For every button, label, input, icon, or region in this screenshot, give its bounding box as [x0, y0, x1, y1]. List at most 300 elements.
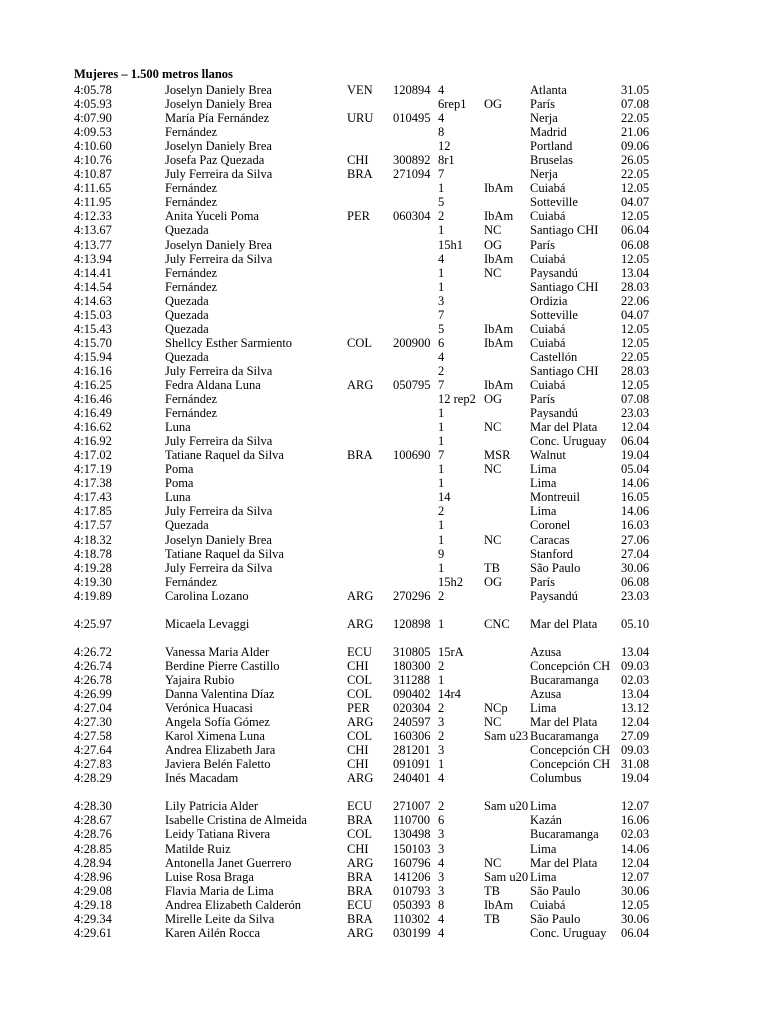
- result-date: 06.08: [621, 237, 650, 252]
- venue-city: Mar del Plata: [530, 715, 598, 730]
- venue-city: Columbus: [530, 771, 582, 786]
- result-row: [0, 715, 768, 729]
- athlete-name: Angela Sofía Gómez: [165, 715, 270, 730]
- race-place: 1: [438, 476, 445, 491]
- result-time: 4:15.70: [74, 335, 112, 350]
- country-code: COL: [347, 729, 372, 744]
- result-time: 4:14.41: [74, 265, 112, 280]
- venue-city: Sotteville: [530, 195, 578, 210]
- race-place: 1: [438, 616, 445, 631]
- result-time: 4:10.60: [74, 139, 112, 154]
- athlete-name: Javiera Belén Faletto: [165, 757, 271, 772]
- result-time: 4:29.34: [74, 911, 112, 926]
- result-date: 07.08: [621, 392, 650, 407]
- result-row: [0, 378, 768, 392]
- athlete-name: July Ferreira da Silva: [165, 434, 273, 449]
- result-date: 22.05: [621, 111, 650, 126]
- result-time: 4:27.04: [74, 701, 112, 716]
- result-date: 12.05: [621, 181, 650, 196]
- result-row: [0, 827, 768, 841]
- result-row: [0, 870, 768, 884]
- result-row: [0, 167, 768, 181]
- birth-date: 120898: [393, 616, 431, 631]
- competition-code: MSR: [484, 448, 511, 463]
- country-code: BRA: [347, 813, 373, 828]
- competition-code: NC: [484, 223, 502, 238]
- birth-date: 300892: [393, 153, 431, 168]
- race-place: 1: [438, 265, 445, 280]
- result-date: 23.03: [621, 406, 650, 421]
- race-place: 1: [438, 560, 445, 575]
- result-date: 09.06: [621, 139, 650, 154]
- result-time: 4:18.78: [74, 546, 112, 561]
- result-date: 05.10: [621, 616, 650, 631]
- result-date: 30.06: [621, 560, 650, 575]
- result-date: 07.08: [621, 97, 650, 112]
- result-time: 4:15.94: [74, 349, 112, 364]
- venue-city: Concepción CH: [530, 757, 611, 772]
- result-date: 06.08: [621, 574, 650, 589]
- result-date: 23.03: [621, 588, 650, 603]
- venue-city: Conc. Uruguay: [530, 434, 607, 449]
- race-place: 2: [438, 209, 445, 224]
- result-date: 12.04: [621, 855, 650, 870]
- result-time: 4:17.38: [74, 476, 112, 491]
- venue-city: Nerja: [530, 167, 558, 182]
- athlete-name: Poma: [165, 476, 194, 491]
- venue-city: Paysandú: [530, 406, 578, 421]
- result-time: 4:11.65: [74, 181, 112, 196]
- athlete-name: Tatiane Raquel da Silva: [165, 546, 284, 561]
- competition-code: NC: [484, 420, 502, 435]
- country-code: ECU: [347, 644, 372, 659]
- result-time: 4:28.30: [74, 799, 112, 814]
- result-row: [0, 701, 768, 715]
- birth-date: 050795: [393, 377, 431, 392]
- venue-city: Paysandú: [530, 265, 578, 280]
- athlete-name: Lily Patricia Alder: [165, 799, 259, 814]
- venue-city: Concepción CH: [530, 743, 611, 758]
- result-time: 4:28.29: [74, 771, 112, 786]
- birth-date: 120894: [393, 83, 431, 97]
- athlete-name: Leidy Tatiana Rivera: [165, 827, 271, 842]
- athlete-name: Andrea Elizabeth Jara: [165, 743, 276, 758]
- venue-city: Portland: [530, 139, 573, 154]
- venue-city: Bruselas: [530, 153, 574, 168]
- result-date: 04.07: [621, 307, 650, 322]
- competition-code: Sam u20: [484, 799, 529, 814]
- result-time: 4:16.49: [74, 406, 112, 421]
- race-place: 1: [438, 279, 445, 294]
- race-place: 2: [438, 729, 445, 744]
- result-row: [0, 266, 768, 280]
- country-code: ECU: [347, 897, 372, 912]
- result-time: 4.28.94: [74, 855, 112, 870]
- result-time: 4:29.18: [74, 897, 112, 912]
- country-code: BRA: [347, 448, 373, 463]
- result-row: [0, 350, 768, 364]
- competition-code: TB: [484, 883, 500, 898]
- country-code: BRA: [347, 167, 373, 182]
- result-date: 13.04: [621, 687, 650, 702]
- race-place: 4: [438, 855, 445, 870]
- venue-city: Walnut: [530, 448, 566, 463]
- result-date: 06.04: [621, 434, 650, 449]
- athlete-name: Fernández: [165, 181, 218, 196]
- result-time: 4:26.78: [74, 672, 112, 687]
- result-row: [0, 813, 768, 827]
- venue-city: Caracas: [530, 532, 570, 547]
- race-place: 1: [438, 757, 445, 772]
- result-row: [0, 238, 768, 252]
- venue-city: Lima: [530, 869, 557, 884]
- birth-date: 160306: [393, 729, 431, 744]
- country-code: CHI: [347, 841, 369, 856]
- result-time: 4:16.62: [74, 420, 112, 435]
- athlete-name: Vanessa Maria Alder: [165, 644, 270, 659]
- result-time: 4:10.87: [74, 167, 112, 182]
- result-row: [0, 842, 768, 856]
- results-list: [0, 83, 768, 940]
- athlete-name: July Ferreira da Silva: [165, 504, 273, 519]
- venue-city: Kazán: [530, 813, 562, 828]
- country-code: COL: [347, 687, 372, 702]
- athlete-name: Flavia Maria de Lima: [165, 883, 274, 898]
- race-place: 9: [438, 546, 445, 561]
- result-row: [0, 181, 768, 195]
- athlete-name: July Ferreira da Silva: [165, 251, 273, 266]
- result-time: 4:16.92: [74, 434, 112, 449]
- athlete-name: Isabelle Cristina de Almeida: [165, 813, 307, 828]
- result-row: [0, 884, 768, 898]
- competition-code: Sam u23: [484, 729, 529, 744]
- result-date: 12.05: [621, 209, 650, 224]
- birth-date: 090402: [393, 687, 431, 702]
- result-row: [0, 462, 768, 476]
- result-date: 12.05: [621, 335, 650, 350]
- birth-date: 100690: [393, 448, 431, 463]
- venue-city: São Paulo: [530, 560, 581, 575]
- result-time: 4:17.85: [74, 504, 112, 519]
- athlete-name: Micaela Levaggi: [165, 616, 250, 631]
- venue-city: Sotteville: [530, 307, 578, 322]
- result-time: 4:25.97: [74, 616, 112, 631]
- result-row: [0, 645, 768, 659]
- result-row: [0, 364, 768, 378]
- competition-code: NC: [484, 715, 502, 730]
- result-time: 4:17.57: [74, 518, 112, 533]
- result-time: 4:28.76: [74, 827, 112, 842]
- competition-code: IbAm: [484, 181, 514, 196]
- birth-date: 050393: [393, 897, 431, 912]
- result-date: 16.06: [621, 813, 650, 828]
- race-place: 7: [438, 167, 445, 182]
- athlete-name: Luna: [165, 420, 191, 435]
- result-row: [0, 490, 768, 504]
- birth-date: 240597: [393, 715, 431, 730]
- result-row: [0, 139, 768, 153]
- result-date: 30.06: [621, 911, 650, 926]
- venue-city: Bucaramanga: [530, 729, 599, 744]
- venue-city: Cuiabá: [530, 377, 566, 392]
- result-row: [0, 561, 768, 575]
- result-time: 4:13.94: [74, 251, 112, 266]
- result-row: [0, 476, 768, 490]
- athlete-name: Antonella Janet Guerrero: [165, 855, 292, 870]
- result-date: 02.03: [621, 672, 650, 687]
- result-row: [0, 448, 768, 462]
- competition-code: Sam u20: [484, 869, 529, 884]
- birth-date: 110700: [393, 813, 431, 828]
- result-time: 4:19.28: [74, 560, 112, 575]
- race-place: 1: [438, 420, 445, 435]
- result-row: [0, 575, 768, 589]
- result-date: 12.07: [621, 799, 650, 814]
- venue-city: Atlanta: [530, 83, 567, 97]
- athlete-name: Quezada: [165, 307, 209, 322]
- result-row: [0, 223, 768, 237]
- result-time: 4:05.93: [74, 97, 112, 112]
- country-code: CHI: [347, 153, 369, 168]
- country-code: ARG: [347, 588, 374, 603]
- race-place: 2: [438, 799, 445, 814]
- athlete-name: Fernández: [165, 195, 218, 210]
- birth-date: 271094: [393, 167, 431, 182]
- result-date: 12.05: [621, 897, 650, 912]
- result-time: 4:27.83: [74, 757, 112, 772]
- country-code: BRA: [347, 883, 373, 898]
- athlete-name: Danna Valentina Díaz: [165, 687, 275, 702]
- competition-code: IbAm: [484, 321, 514, 336]
- race-place: 1: [438, 518, 445, 533]
- race-place: 2: [438, 658, 445, 673]
- result-date: 04.07: [621, 195, 650, 210]
- athlete-name: Fernández: [165, 574, 218, 589]
- result-date: 26.05: [621, 153, 650, 168]
- result-row: [0, 743, 768, 757]
- result-date: 02.03: [621, 827, 650, 842]
- result-date: 12.05: [621, 321, 650, 336]
- result-row: [0, 153, 768, 167]
- athlete-name: July Ferreira da Silva: [165, 167, 273, 182]
- result-date: 21.06: [621, 125, 650, 140]
- race-place: 15h2: [438, 574, 463, 589]
- venue-city: Lima: [530, 701, 557, 716]
- venue-city: Bucaramanga: [530, 672, 599, 687]
- result-time: 4:16.25: [74, 377, 112, 392]
- athlete-name: Fedra Aldana Luna: [165, 377, 261, 392]
- race-place: 3: [438, 869, 445, 884]
- athlete-name: Mirelle Leite da Silva: [165, 911, 275, 926]
- result-row: [0, 617, 768, 631]
- result-date: 12.04: [621, 420, 650, 435]
- birth-date: 030199: [393, 925, 431, 940]
- venue-city: Santiago CHI: [530, 279, 599, 294]
- race-place: 3: [438, 743, 445, 758]
- result-date: 09.03: [621, 658, 650, 673]
- birth-date: 141206: [393, 869, 431, 884]
- result-row: [0, 406, 768, 420]
- result-date: 27.04: [621, 546, 650, 561]
- athlete-name: Quezada: [165, 518, 209, 533]
- venue-city: Conc. Uruguay: [530, 925, 607, 940]
- race-place: 6: [438, 813, 445, 828]
- race-place: 8: [438, 125, 445, 140]
- result-row: [0, 673, 768, 687]
- result-row: [0, 518, 768, 532]
- venue-city: Cuiabá: [530, 321, 566, 336]
- result-date: 31.05: [621, 83, 650, 97]
- athlete-name: Josefa Paz Quezada: [165, 153, 265, 168]
- result-row: [0, 926, 768, 940]
- result-row: [0, 420, 768, 434]
- athlete-name: Joselyn Daniely Brea: [165, 532, 272, 547]
- race-place: 7: [438, 377, 445, 392]
- venue-city: París: [530, 237, 555, 252]
- athlete-name: Carolina Lozano: [165, 588, 249, 603]
- competition-code: NC: [484, 462, 502, 477]
- result-date: 09.03: [621, 743, 650, 758]
- athlete-name: Quezada: [165, 321, 209, 336]
- athlete-name: Luise Rosa Braga: [165, 869, 254, 884]
- result-row: [0, 280, 768, 294]
- result-date: 12.04: [621, 715, 650, 730]
- venue-city: Nerja: [530, 111, 558, 126]
- result-date: 12.07: [621, 869, 650, 884]
- result-date: 22.05: [621, 349, 650, 364]
- result-date: 16.05: [621, 490, 650, 505]
- result-time: 4:14.54: [74, 279, 112, 294]
- result-date: 05.04: [621, 462, 650, 477]
- venue-city: París: [530, 574, 555, 589]
- athlete-name: Fernández: [165, 279, 218, 294]
- result-time: 4:13.67: [74, 223, 112, 238]
- birth-date: 271007: [393, 799, 431, 814]
- venue-city: São Paulo: [530, 883, 581, 898]
- result-time: 4:27.58: [74, 729, 112, 744]
- race-place: 1: [438, 223, 445, 238]
- venue-city: Madrid: [530, 125, 567, 140]
- race-place: 3: [438, 293, 445, 308]
- competition-code: NC: [484, 855, 502, 870]
- race-place: 14: [438, 490, 451, 505]
- country-code: ECU: [347, 799, 372, 814]
- result-date: 14.06: [621, 476, 650, 491]
- result-time: 4:26.99: [74, 687, 112, 702]
- result-time: 4:07.90: [74, 111, 112, 126]
- venue-city: Castellón: [530, 349, 578, 364]
- athlete-name: Quezada: [165, 293, 209, 308]
- result-time: 4:26.74: [74, 658, 112, 673]
- venue-city: Ordizia: [530, 293, 568, 308]
- athlete-name: María Pía Fernández: [165, 111, 270, 126]
- competition-code: IbAm: [484, 897, 514, 912]
- athlete-name: Joselyn Daniely Brea: [165, 139, 272, 154]
- race-place: 3: [438, 883, 445, 898]
- result-row: [0, 252, 768, 266]
- competition-code: OG: [484, 97, 503, 112]
- athlete-name: Shellcy Esther Sarmiento: [165, 335, 293, 350]
- birth-date: 160796: [393, 855, 431, 870]
- athlete-name: Fernández: [165, 392, 218, 407]
- result-time: 4:27.64: [74, 743, 112, 758]
- result-row: [0, 97, 768, 111]
- result-time: 4:17.02: [74, 448, 112, 463]
- result-row: [0, 912, 768, 926]
- birth-date: 311288: [393, 672, 431, 687]
- race-place: 1: [438, 406, 445, 421]
- result-date: 27.06: [621, 532, 650, 547]
- result-row: [0, 771, 768, 785]
- venue-city: Lima: [530, 462, 557, 477]
- race-place: 15rA: [438, 644, 464, 659]
- birth-date: 240401: [393, 771, 431, 786]
- competition-code: OG: [484, 574, 503, 589]
- birth-date: 091091: [393, 757, 431, 772]
- competition-code: IbAm: [484, 251, 514, 266]
- result-time: 4:28.96: [74, 869, 112, 884]
- result-time: 4:11.95: [74, 195, 112, 210]
- birth-date: 281201: [393, 743, 431, 758]
- result-time: 4:27.30: [74, 715, 112, 730]
- athlete-name: Tatiane Raquel da Silva: [165, 448, 284, 463]
- result-time: 4:18.32: [74, 532, 112, 547]
- race-place: 3: [438, 827, 445, 842]
- country-code: PER: [347, 209, 370, 224]
- athlete-name: Berdine Pierre Castillo: [165, 658, 280, 673]
- country-code: URU: [347, 111, 374, 126]
- result-date: 31.08: [621, 757, 650, 772]
- birth-date: 150103: [393, 841, 431, 856]
- athlete-name: Andrea Elizabeth Calderón: [165, 897, 302, 912]
- birth-date: 110302: [393, 911, 431, 926]
- race-place: 6: [438, 335, 445, 350]
- result-date: 13.04: [621, 265, 650, 280]
- athlete-name: Verónica Huacasi: [165, 701, 253, 716]
- result-row: [0, 83, 768, 97]
- race-place: 4: [438, 251, 445, 266]
- result-date: 06.04: [621, 925, 650, 940]
- result-time: 4:14.63: [74, 293, 112, 308]
- result-date: 06.04: [621, 223, 650, 238]
- country-code: ARG: [347, 616, 374, 631]
- venue-city: Paysandú: [530, 588, 578, 603]
- venue-city: Stanford: [530, 546, 574, 561]
- venue-city: Cuiabá: [530, 335, 566, 350]
- country-code: BRA: [347, 911, 373, 926]
- result-row: [0, 729, 768, 743]
- race-place: 2: [438, 701, 445, 716]
- result-date: 30.06: [621, 883, 650, 898]
- result-row: [0, 547, 768, 561]
- result-row: [0, 336, 768, 350]
- athlete-name: Luna: [165, 490, 191, 505]
- venue-city: Azusa: [530, 644, 562, 659]
- competition-code: CNC: [484, 616, 510, 631]
- result-row: [0, 687, 768, 701]
- country-code: ARG: [347, 715, 374, 730]
- result-time: 4:10.76: [74, 153, 112, 168]
- competition-code: NCp: [484, 701, 508, 716]
- race-place: 6rep1: [438, 97, 467, 112]
- venue-city: Lima: [530, 476, 557, 491]
- competition-code: NC: [484, 265, 502, 280]
- race-place: 3: [438, 841, 445, 856]
- athlete-name: July Ferreira da Silva: [165, 560, 273, 575]
- venue-city: São Paulo: [530, 911, 581, 926]
- race-place: 2: [438, 363, 445, 378]
- athlete-name: Joselyn Daniely Brea: [165, 83, 272, 97]
